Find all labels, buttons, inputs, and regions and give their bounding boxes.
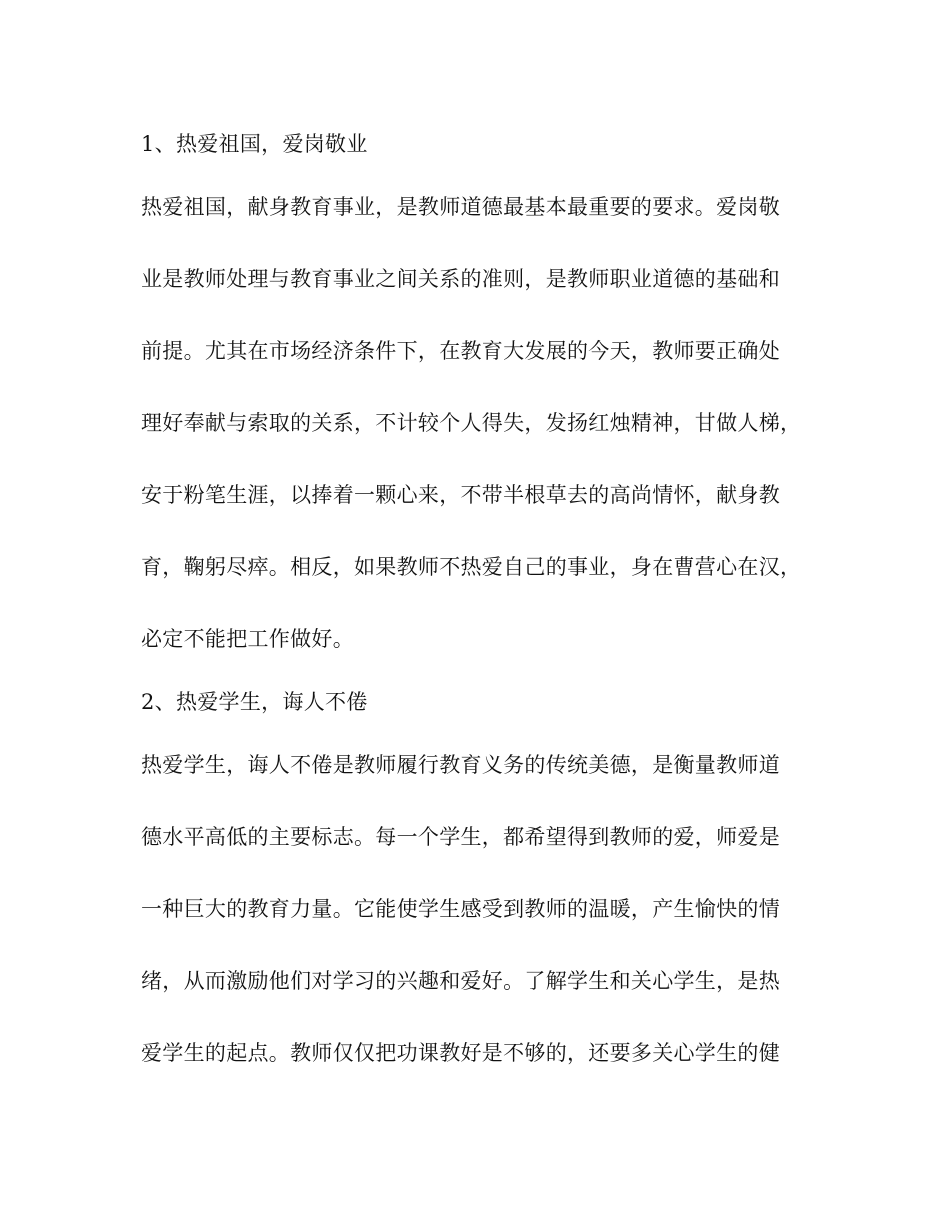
paragraph-line: 安于粉笔生涯，以捧着一颗心来，不带半根草去的高尚情怀，献身教 bbox=[141, 483, 780, 507]
paragraph-line: 必定不能把工作做好。 bbox=[141, 627, 354, 651]
paragraph-line: 业是教师处理与教育事业之间关系的准则，是教师职业道德的基础和 bbox=[141, 267, 780, 291]
paragraph-line: 热爱学生，诲人不倦是教师履行教育义务的传统美德，是衡量教师道 bbox=[141, 753, 780, 777]
paragraph-line: 一种巨大的教育力量。它能使学生感受到教师的温暖，产生愉快的情 bbox=[141, 897, 780, 921]
paragraph-line: 理好奉献与索取的关系，不计较个人得失，发扬红烛精神，甘做人梯， bbox=[141, 411, 802, 435]
section-heading-2: 2、热爱学生，诲人不倦 bbox=[141, 690, 368, 714]
paragraph-line: 爱学生的起点。教师仅仅把功课教好是不够的，还要多关心学生的健 bbox=[141, 1041, 780, 1065]
paragraph-line: 德水平高低的主要标志。每一个学生，都希望得到教师的爱，师爱是 bbox=[141, 825, 780, 849]
paragraph-line: 绪，从而激励他们对学习的兴趣和爱好。了解学生和关心学生，是热 bbox=[141, 969, 780, 993]
paragraph-line: 前提。尤其在市场经济条件下，在教育大发展的今天，教师要正确处 bbox=[141, 339, 780, 363]
paragraph-line: 热爱祖国，献身教育事业，是教师道德最基本最重要的要求。爱岗敬 bbox=[141, 195, 780, 219]
section-heading-1: 1、热爱祖国，爱岗敬业 bbox=[141, 132, 368, 156]
paragraph-line: 育，鞠躬尽瘁。相反，如果教师不热爱自己的事业，身在曹营心在汉， bbox=[141, 555, 802, 579]
